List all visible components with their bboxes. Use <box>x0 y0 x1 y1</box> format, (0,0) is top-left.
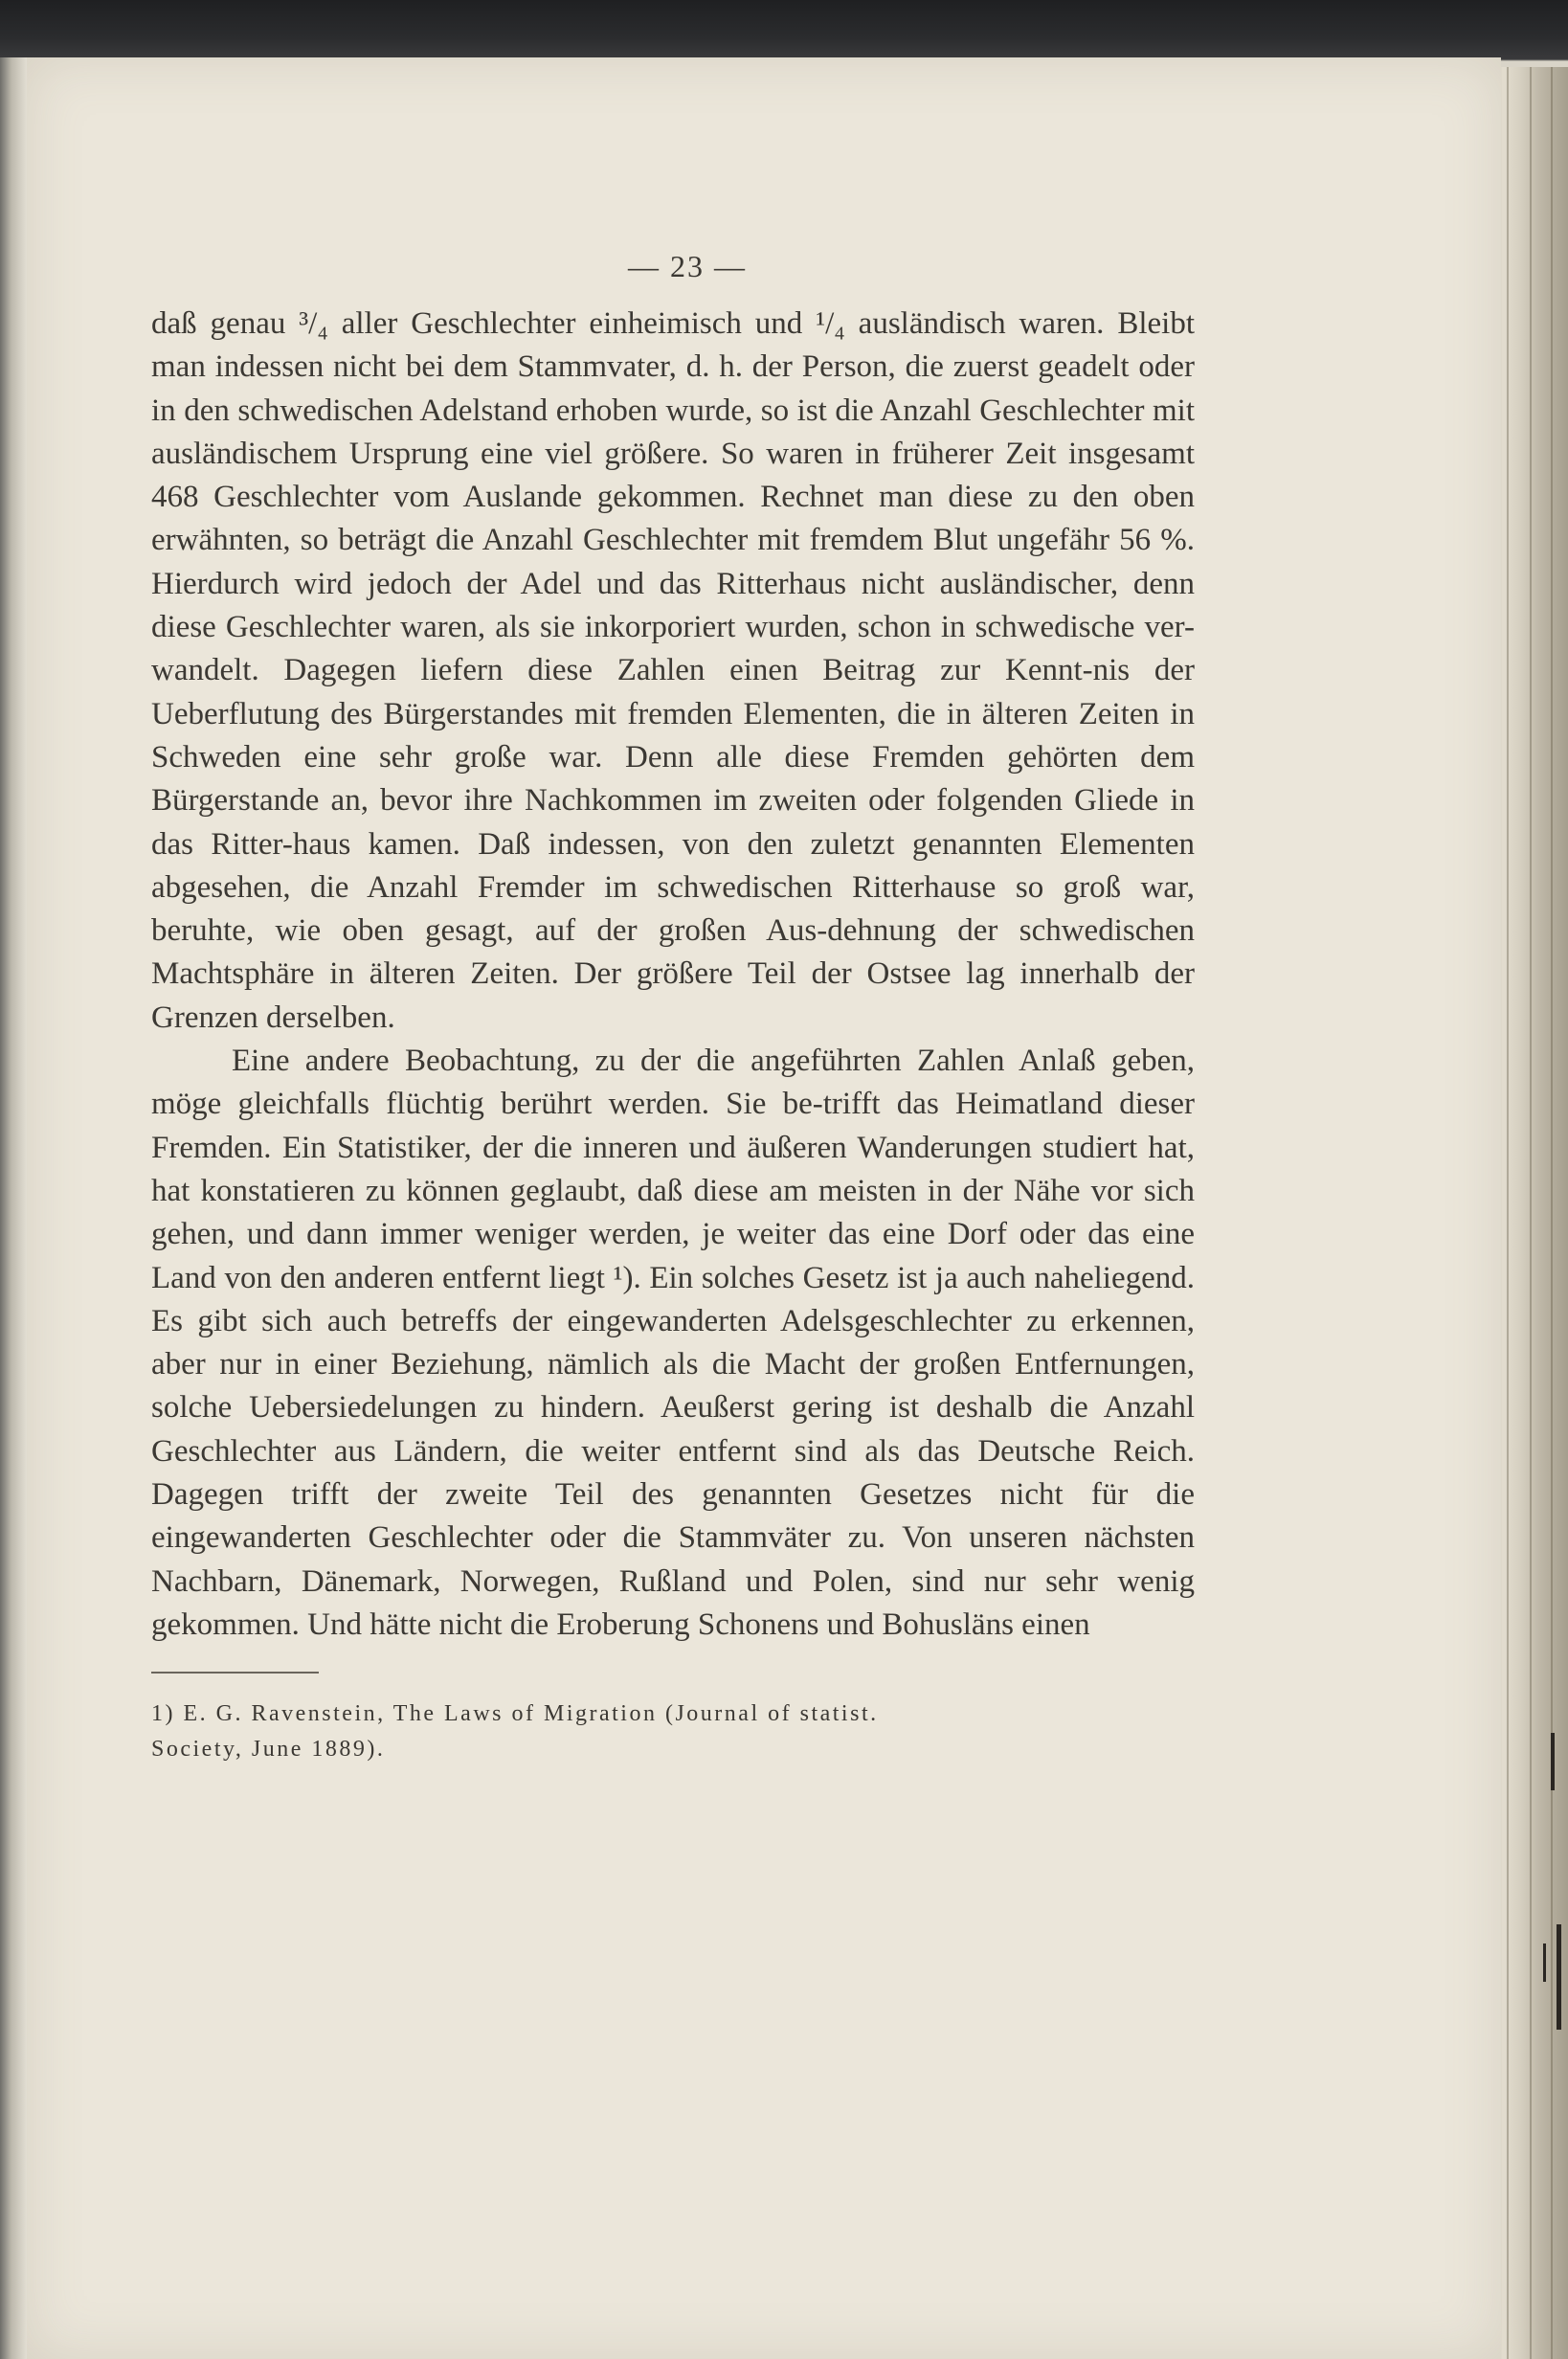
page-edge-line <box>1551 67 1553 2359</box>
footnote-line: 1) E. G. Ravenstein, The Laws of Migration (Journal of statist. <box>151 1701 879 1727</box>
page-edge-mark <box>1543 1943 1546 1982</box>
page-content <box>151 247 1195 1767</box>
footnote <box>151 1696 1195 1767</box>
page-edge-mark <box>1551 1733 1555 1790</box>
body-paragraph: Eine andere Beobachtung, zu der die angeführten Zahlen Anlaß geben, möge gleichfalls flüchtig berührt werden. Sie be-trifft das Heimatland dieser Fremden. Ein Statistiker, der die inneren und äußeren Wanderungen studiert hat, hat konstatieren zu können geglaubt, daß diese am meisten in der Nähe vor sich gehen, und dann immer weniger werden, je weiter das eine Dorf oder das eine Land von den anderen entfernt liegt ¹). Ein solches Gesetz ist ja auch naheliegend. Es gibt sich auch betreffs der eingewanderten Adelsgeschlechter zu erkennen, aber nur in einer Beziehung, nämlich als die Macht der großen Entfernungen, solche Uebersiedelungen zu hindern. Aeußerst gering ist deshalb die Anzahl Geschlechter aus Ländern, die weiter entfernt sind als das Deutsche Reich. Dagegen trifft der zweite Teil des genannten Gesetzes nicht für die eingewanderten Geschlechter oder die Stammväter zu. Von unseren nächsten Nachbarn, Dänemark, Norwegen, Rußland und Polen, sind nur sehr wenig gekommen. Und hätte nicht die Eroberung Schonens und Bohusläns einen <box>151 1044 1195 1642</box>
page-edge-mark <box>1557 1924 1561 2030</box>
page-number: — 23 — <box>628 249 747 283</box>
book-spine-edge <box>0 57 29 2359</box>
page-edge-line <box>1530 67 1532 2359</box>
page-edge-line <box>1507 67 1509 2359</box>
footnote-separator <box>151 1672 319 1674</box>
footnote-line: Society, June 1889). <box>151 1737 386 1763</box>
body-paragraph: daß genau ³/₄ aller Geschlechter einheimisch und ¹/₄ ausländisch waren. Bleibt man indessen nicht bei dem Stammvater, d. h. der Person, die zuerst geadelt oder in den schwedischen Adelstand erhoben wurde, so ist die Anzahl Geschlechter mit ausländischem Ursprung eine viel größere. So waren in früherer Zeit insgesamt 468 Geschlechter vom Auslande gekommen. Rechnet man diese zu den oben erwähnten, so beträgt die Anzahl Geschlechter mit fremdem Blut ungefähr 56 %. Hierdurch wird jedoch der Adel und das Ritterhaus nicht ausländischer, denn diese Geschlechter waren, als sie inkorporiert wurden, schon in schwedische ver-wandelt. Dagegen liefern diese Zahlen einen Beitrag zur Kennt-nis der Ueberflutung des Bürgerstandes mit fremden Elementen, die in älteren Zeiten in Schweden eine sehr große war. Denn alle diese Fremden gehörten dem Bürgerstande an, bevor ihre Nachkommen im zweiten oder folgenden Gliede in das Ritter-haus kamen. Daß indessen, von den zuletzt genannten Elementen abgesehen, die Anzahl Fremder im schwedischen Ritterhause so groß war, beruhte, wie oben gesagt, auf der großen Aus-dehnung der schwedischen Machtsphäre in älteren Zeiten. Der größere Teil der Ostsee lag innerhalb der Grenzen derselben. <box>151 306 1195 1035</box>
